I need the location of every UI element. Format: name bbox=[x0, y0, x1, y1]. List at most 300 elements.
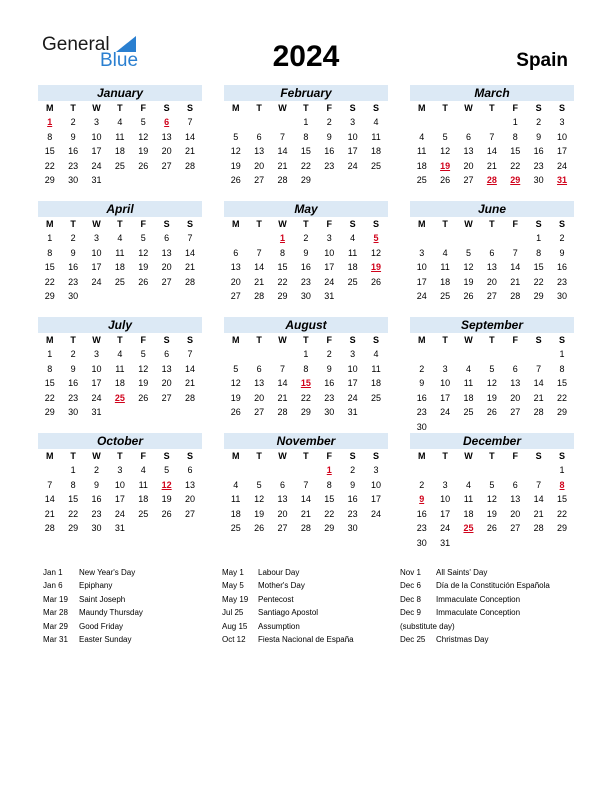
month-header: February bbox=[224, 85, 388, 101]
holiday-date: Mar 28 bbox=[43, 608, 68, 618]
empty-cell bbox=[480, 115, 503, 130]
day-cell: 12 bbox=[486, 494, 497, 504]
day-cell: 10 bbox=[371, 479, 382, 490]
weekday-label: T bbox=[117, 219, 123, 229]
day-cell: 10 bbox=[91, 247, 102, 258]
day-cell: 8 bbox=[47, 131, 53, 142]
holiday-row bbox=[400, 633, 580, 646]
holiday-row bbox=[43, 620, 223, 633]
day-cell: 24 bbox=[440, 407, 451, 417]
weekday-label: S bbox=[349, 219, 356, 229]
holiday-day: 28 bbox=[486, 175, 497, 185]
day-cell: 14 bbox=[533, 378, 544, 388]
day-cell: 19 bbox=[254, 508, 265, 519]
weekday-label: S bbox=[349, 451, 356, 461]
holiday-row bbox=[222, 606, 402, 619]
day-cell: 30 bbox=[416, 537, 427, 548]
day-cell: 17 bbox=[557, 146, 568, 156]
weekday-label: W bbox=[278, 219, 287, 229]
day-cell: 8 bbox=[303, 131, 309, 142]
day-cell: 26 bbox=[138, 276, 149, 287]
day-cell: 18 bbox=[114, 146, 125, 156]
day-cell: 10 bbox=[114, 479, 125, 490]
day-cell: 11 bbox=[115, 247, 125, 258]
day-cell: 22 bbox=[300, 160, 311, 171]
day-cell: 28 bbox=[185, 160, 196, 171]
weekday-label: W bbox=[278, 451, 287, 461]
day-cell: 31 bbox=[324, 291, 335, 301]
day-cell: 19 bbox=[230, 160, 241, 171]
day-cell: 20 bbox=[510, 392, 521, 403]
holiday-row bbox=[222, 579, 402, 592]
day-cell: 24 bbox=[557, 160, 568, 171]
holiday-day: 9 bbox=[419, 494, 425, 504]
day-cell: 9 bbox=[70, 247, 76, 258]
day-cell: 10 bbox=[324, 247, 335, 258]
weekday-label: M bbox=[231, 219, 240, 229]
day-cell: 23 bbox=[324, 392, 335, 403]
day-cell: 11 bbox=[417, 146, 427, 156]
weekday-label: M bbox=[45, 219, 54, 229]
empty-cell bbox=[457, 463, 480, 478]
weekday-label: T bbox=[489, 335, 495, 345]
day-cell: 5 bbox=[233, 131, 239, 142]
holiday-day: 31 bbox=[557, 175, 568, 185]
day-cell: 13 bbox=[161, 131, 172, 142]
holiday-row bbox=[222, 593, 402, 606]
day-cell: 3 bbox=[350, 117, 356, 127]
holiday-name: Easter Sunday bbox=[79, 634, 132, 644]
day-cell: 29 bbox=[277, 291, 288, 301]
day-cell: 2 bbox=[326, 117, 332, 127]
holiday-row bbox=[222, 620, 402, 633]
day-cell: 2 bbox=[350, 465, 356, 475]
day-cell: 7 bbox=[187, 233, 193, 243]
empty-cell bbox=[38, 463, 61, 478]
day-cell: 17 bbox=[91, 146, 102, 156]
day-cell: 10 bbox=[91, 131, 102, 142]
weekday-label: S bbox=[535, 103, 542, 113]
month-october bbox=[38, 433, 202, 536]
day-cell: 27 bbox=[185, 508, 196, 519]
day-cell: 1 bbox=[536, 233, 542, 243]
weekday-label: F bbox=[140, 219, 146, 229]
weekday-label: T bbox=[442, 335, 448, 345]
weekday-label: S bbox=[373, 451, 380, 461]
day-cell: 3 bbox=[373, 465, 379, 475]
day-cell: 27 bbox=[510, 407, 521, 417]
holiday-row bbox=[400, 620, 580, 633]
day-cell: 2 bbox=[419, 479, 425, 490]
day-cell: 23 bbox=[68, 392, 79, 403]
day-cell: 28 bbox=[533, 523, 544, 533]
empty-cell bbox=[271, 463, 294, 478]
day-cell: 28 bbox=[44, 523, 55, 533]
holiday-day: 15 bbox=[300, 378, 311, 388]
holiday-date: Jan 1 bbox=[43, 568, 63, 577]
holiday-day: 19 bbox=[371, 262, 382, 272]
day-cell: 26 bbox=[440, 175, 451, 185]
holiday-name: New Year's Day bbox=[79, 568, 136, 577]
holiday-date: Jan 6 bbox=[43, 581, 63, 591]
day-cell: 16 bbox=[557, 262, 568, 272]
day-cell: 28 bbox=[510, 291, 521, 301]
day-cell: 8 bbox=[47, 363, 53, 374]
day-cell: 15 bbox=[300, 146, 311, 156]
day-cell: 5 bbox=[465, 247, 471, 258]
day-cell: 23 bbox=[416, 523, 427, 533]
holiday-day: 6 bbox=[164, 117, 170, 127]
day-cell: 3 bbox=[350, 349, 356, 359]
day-cell: 19 bbox=[463, 276, 474, 287]
weekday-label: S bbox=[163, 103, 170, 113]
weekday-label: S bbox=[559, 451, 566, 461]
day-cell: 14 bbox=[254, 262, 265, 272]
day-cell: 26 bbox=[138, 392, 149, 403]
month-grid bbox=[38, 217, 202, 304]
holiday-row bbox=[400, 579, 580, 592]
day-cell: 24 bbox=[440, 523, 451, 533]
holiday-name: Immaculate Conception bbox=[436, 594, 521, 604]
weekday-label: W bbox=[92, 103, 101, 113]
day-cell: 13 bbox=[161, 247, 172, 258]
day-cell: 29 bbox=[44, 175, 55, 185]
day-cell: 10 bbox=[91, 363, 102, 374]
day-cell: 9 bbox=[350, 479, 356, 490]
holiday-date: Nov 1 bbox=[400, 568, 421, 577]
weekday-label: T bbox=[256, 219, 262, 229]
day-cell: 14 bbox=[185, 363, 196, 374]
weekday-label: T bbox=[489, 103, 495, 113]
day-cell: 17 bbox=[416, 276, 427, 287]
empty-cell bbox=[457, 115, 480, 130]
weekday-label: S bbox=[187, 335, 194, 345]
day-cell: 2 bbox=[536, 117, 542, 127]
holiday-name: Fiesta Nacional de España bbox=[258, 634, 354, 644]
day-cell: 26 bbox=[463, 291, 474, 301]
day-cell: 29 bbox=[300, 175, 311, 185]
empty-cell bbox=[294, 463, 317, 478]
month-header: April bbox=[38, 201, 202, 217]
day-cell: 18 bbox=[463, 392, 474, 403]
empty-cell bbox=[457, 347, 480, 362]
day-cell: 1 bbox=[512, 117, 518, 127]
weekday-label: F bbox=[512, 451, 518, 461]
day-cell: 5 bbox=[233, 363, 239, 374]
day-cell: 27 bbox=[230, 291, 241, 301]
day-cell: 4 bbox=[350, 233, 356, 243]
day-cell: 23 bbox=[557, 276, 568, 287]
month-grid bbox=[38, 101, 202, 188]
day-cell: 21 bbox=[486, 160, 497, 171]
day-cell: 3 bbox=[93, 117, 99, 127]
day-cell: 30 bbox=[68, 291, 79, 301]
day-cell: 18 bbox=[371, 146, 382, 156]
day-cell: 18 bbox=[347, 262, 358, 272]
day-cell: 29 bbox=[557, 407, 568, 417]
day-cell: 6 bbox=[489, 247, 495, 258]
weekday-label: S bbox=[187, 451, 194, 461]
holiday-name: Assumption bbox=[258, 621, 300, 631]
day-cell: 15 bbox=[44, 146, 55, 156]
day-cell: 30 bbox=[91, 523, 102, 533]
weekday-label: T bbox=[70, 103, 76, 113]
day-cell: 22 bbox=[44, 392, 55, 403]
month-header: October bbox=[38, 433, 202, 449]
day-cell: 27 bbox=[486, 291, 497, 301]
day-cell: 23 bbox=[300, 276, 311, 287]
day-cell: 5 bbox=[164, 465, 170, 475]
day-cell: 19 bbox=[486, 392, 497, 403]
day-cell: 30 bbox=[416, 421, 427, 432]
month-grid bbox=[410, 333, 574, 434]
holiday-day: 12 bbox=[161, 479, 172, 490]
empty-cell bbox=[457, 231, 480, 246]
day-cell: 23 bbox=[68, 160, 79, 171]
day-cell: 31 bbox=[114, 523, 125, 533]
holiday-date: May 1 bbox=[222, 568, 244, 577]
day-cell: 26 bbox=[486, 523, 497, 533]
day-cell: 18 bbox=[463, 508, 474, 519]
weekday-label: T bbox=[70, 451, 76, 461]
weekday-label: W bbox=[464, 335, 473, 345]
empty-cell bbox=[271, 115, 294, 130]
month-header: June bbox=[410, 201, 574, 217]
day-cell: 23 bbox=[324, 160, 335, 171]
day-cell: 26 bbox=[161, 508, 172, 519]
day-cell: 18 bbox=[138, 494, 149, 504]
month-header: August bbox=[224, 317, 388, 333]
day-cell: 6 bbox=[465, 131, 471, 142]
day-cell: 5 bbox=[442, 131, 448, 142]
day-cell: 23 bbox=[68, 276, 79, 287]
day-cell: 16 bbox=[324, 146, 335, 156]
day-cell: 26 bbox=[254, 523, 265, 533]
day-cell: 4 bbox=[373, 349, 379, 359]
day-cell: 5 bbox=[140, 233, 146, 243]
day-cell: 2 bbox=[93, 465, 99, 475]
day-cell: 11 bbox=[440, 262, 450, 272]
empty-cell bbox=[433, 463, 456, 478]
empty-cell bbox=[480, 463, 503, 478]
empty-cell bbox=[271, 347, 294, 362]
weekday-label: T bbox=[303, 451, 309, 461]
day-cell: 2 bbox=[70, 233, 76, 243]
day-cell: 23 bbox=[533, 160, 544, 171]
weekday-label: M bbox=[417, 335, 426, 345]
weekday-label: M bbox=[45, 451, 54, 461]
empty-cell bbox=[410, 231, 433, 246]
day-cell: 18 bbox=[114, 378, 125, 388]
day-cell: 26 bbox=[486, 407, 497, 417]
holiday-column bbox=[400, 566, 580, 646]
weekday-label: T bbox=[303, 103, 309, 113]
month-may bbox=[224, 201, 388, 304]
day-cell: 4 bbox=[117, 233, 123, 243]
weekday-label: S bbox=[373, 335, 380, 345]
month-grid bbox=[38, 333, 202, 420]
day-cell: 17 bbox=[91, 378, 102, 388]
day-cell: 23 bbox=[91, 508, 102, 519]
weekday-label: T bbox=[489, 451, 495, 461]
month-june bbox=[410, 201, 574, 304]
day-cell: 29 bbox=[68, 523, 79, 533]
weekday-label: F bbox=[140, 335, 146, 345]
day-cell: 14 bbox=[185, 131, 196, 142]
holiday-name: Día de la Constitución Española bbox=[436, 581, 550, 591]
holiday-row bbox=[43, 606, 223, 619]
logo-blue-text: Blue bbox=[100, 50, 139, 71]
day-cell: 22 bbox=[277, 276, 288, 287]
day-cell: 7 bbox=[512, 247, 518, 258]
weekday-label: W bbox=[464, 103, 473, 113]
month-grid bbox=[224, 101, 388, 188]
day-cell: 6 bbox=[512, 363, 518, 374]
day-cell: 9 bbox=[326, 131, 332, 142]
day-cell: 5 bbox=[489, 363, 495, 374]
empty-cell bbox=[247, 231, 270, 246]
weekday-label: F bbox=[326, 103, 332, 113]
holiday-row bbox=[400, 566, 580, 579]
day-cell: 13 bbox=[230, 262, 241, 272]
day-cell: 29 bbox=[557, 523, 568, 533]
day-cell: 20 bbox=[486, 276, 497, 287]
day-cell: 28 bbox=[533, 407, 544, 417]
empty-cell bbox=[410, 463, 433, 478]
day-cell: 21 bbox=[300, 508, 311, 519]
empty-cell bbox=[433, 115, 456, 130]
day-cell: 23 bbox=[347, 508, 358, 519]
day-cell: 10 bbox=[557, 131, 568, 142]
weekday-label: S bbox=[559, 219, 566, 229]
weekday-label: S bbox=[373, 219, 380, 229]
holiday-date: Dec 6 bbox=[400, 581, 421, 591]
day-cell: 22 bbox=[68, 508, 79, 519]
day-cell: 16 bbox=[533, 146, 544, 156]
day-cell: 27 bbox=[510, 523, 521, 533]
day-cell: 20 bbox=[254, 160, 265, 171]
day-cell: 4 bbox=[140, 465, 146, 475]
day-cell: 13 bbox=[463, 146, 474, 156]
day-cell: 28 bbox=[300, 523, 311, 533]
day-cell: 16 bbox=[68, 378, 79, 388]
day-cell: 6 bbox=[187, 465, 193, 475]
day-cell: 27 bbox=[254, 407, 265, 417]
holiday-name: All Saints' Day bbox=[436, 568, 488, 577]
day-cell: 15 bbox=[557, 378, 568, 388]
empty-cell bbox=[247, 463, 270, 478]
day-cell: 2 bbox=[326, 349, 332, 359]
day-cell: 13 bbox=[510, 494, 521, 504]
day-cell: 24 bbox=[91, 392, 102, 403]
day-cell: 30 bbox=[533, 175, 544, 185]
day-cell: 21 bbox=[185, 262, 196, 272]
day-cell: 3 bbox=[419, 247, 425, 258]
day-cell: 21 bbox=[533, 392, 544, 403]
empty-cell bbox=[224, 115, 247, 130]
day-cell: 14 bbox=[486, 146, 497, 156]
day-cell: 3 bbox=[559, 117, 565, 127]
empty-cell bbox=[504, 463, 527, 478]
day-cell: 19 bbox=[138, 262, 149, 272]
weekday-label: S bbox=[535, 335, 542, 345]
weekday-label: T bbox=[442, 219, 448, 229]
day-cell: 1 bbox=[559, 465, 565, 475]
day-cell: 6 bbox=[512, 479, 518, 490]
day-cell: 10 bbox=[440, 378, 451, 388]
empty-cell bbox=[527, 463, 550, 478]
day-cell: 9 bbox=[303, 247, 309, 258]
day-cell: 22 bbox=[44, 160, 55, 171]
day-cell: 7 bbox=[187, 117, 193, 127]
weekday-label: M bbox=[45, 335, 54, 345]
day-cell: 3 bbox=[93, 233, 99, 243]
month-grid bbox=[410, 101, 574, 188]
day-cell: 7 bbox=[536, 363, 542, 374]
day-cell: 21 bbox=[277, 392, 288, 403]
day-cell: 30 bbox=[68, 175, 79, 185]
day-cell: 20 bbox=[254, 392, 265, 403]
holiday-date: Aug 15 bbox=[222, 621, 248, 631]
day-cell: 13 bbox=[254, 146, 265, 156]
weekday-label: T bbox=[256, 451, 262, 461]
day-cell: 13 bbox=[510, 378, 521, 388]
day-cell: 11 bbox=[371, 363, 381, 374]
day-cell: 26 bbox=[230, 175, 241, 185]
holiday-day: 1 bbox=[47, 117, 53, 127]
month-grid bbox=[224, 333, 388, 420]
day-cell: 28 bbox=[185, 276, 196, 287]
day-cell: 14 bbox=[510, 262, 521, 272]
day-cell: 31 bbox=[440, 537, 451, 548]
day-cell: 4 bbox=[373, 117, 379, 127]
day-cell: 28 bbox=[254, 291, 265, 301]
weekday-label: T bbox=[117, 451, 123, 461]
weekday-label: T bbox=[442, 103, 448, 113]
day-cell: 3 bbox=[117, 465, 123, 475]
holiday-date: Mar 19 bbox=[43, 594, 68, 604]
day-cell: 6 bbox=[256, 363, 262, 374]
day-cell: 7 bbox=[489, 131, 495, 142]
day-cell: 14 bbox=[300, 494, 311, 504]
day-cell: 10 bbox=[416, 262, 427, 272]
day-cell: 16 bbox=[91, 494, 102, 504]
empty-cell bbox=[504, 347, 527, 362]
day-cell: 30 bbox=[300, 291, 311, 301]
day-cell: 20 bbox=[185, 494, 196, 504]
day-cell: 13 bbox=[254, 378, 265, 388]
weekday-label: T bbox=[117, 335, 123, 345]
holiday-row bbox=[222, 566, 402, 579]
day-cell: 11 bbox=[371, 131, 381, 142]
day-cell: 18 bbox=[230, 508, 241, 519]
day-cell: 20 bbox=[161, 146, 172, 156]
day-cell: 21 bbox=[185, 146, 196, 156]
day-cell: 21 bbox=[533, 508, 544, 519]
day-cell: 14 bbox=[277, 378, 288, 388]
weekday-label: S bbox=[187, 219, 194, 229]
day-cell: 24 bbox=[324, 276, 335, 287]
day-cell: 1 bbox=[47, 349, 53, 359]
month-january bbox=[38, 85, 202, 188]
weekday-label: T bbox=[256, 335, 262, 345]
day-cell: 4 bbox=[419, 131, 425, 142]
empty-cell bbox=[410, 347, 433, 362]
day-cell: 19 bbox=[161, 494, 172, 504]
day-cell: 17 bbox=[347, 378, 358, 388]
day-cell: 3 bbox=[326, 233, 332, 243]
holiday-name: Mother's Day bbox=[258, 581, 305, 591]
